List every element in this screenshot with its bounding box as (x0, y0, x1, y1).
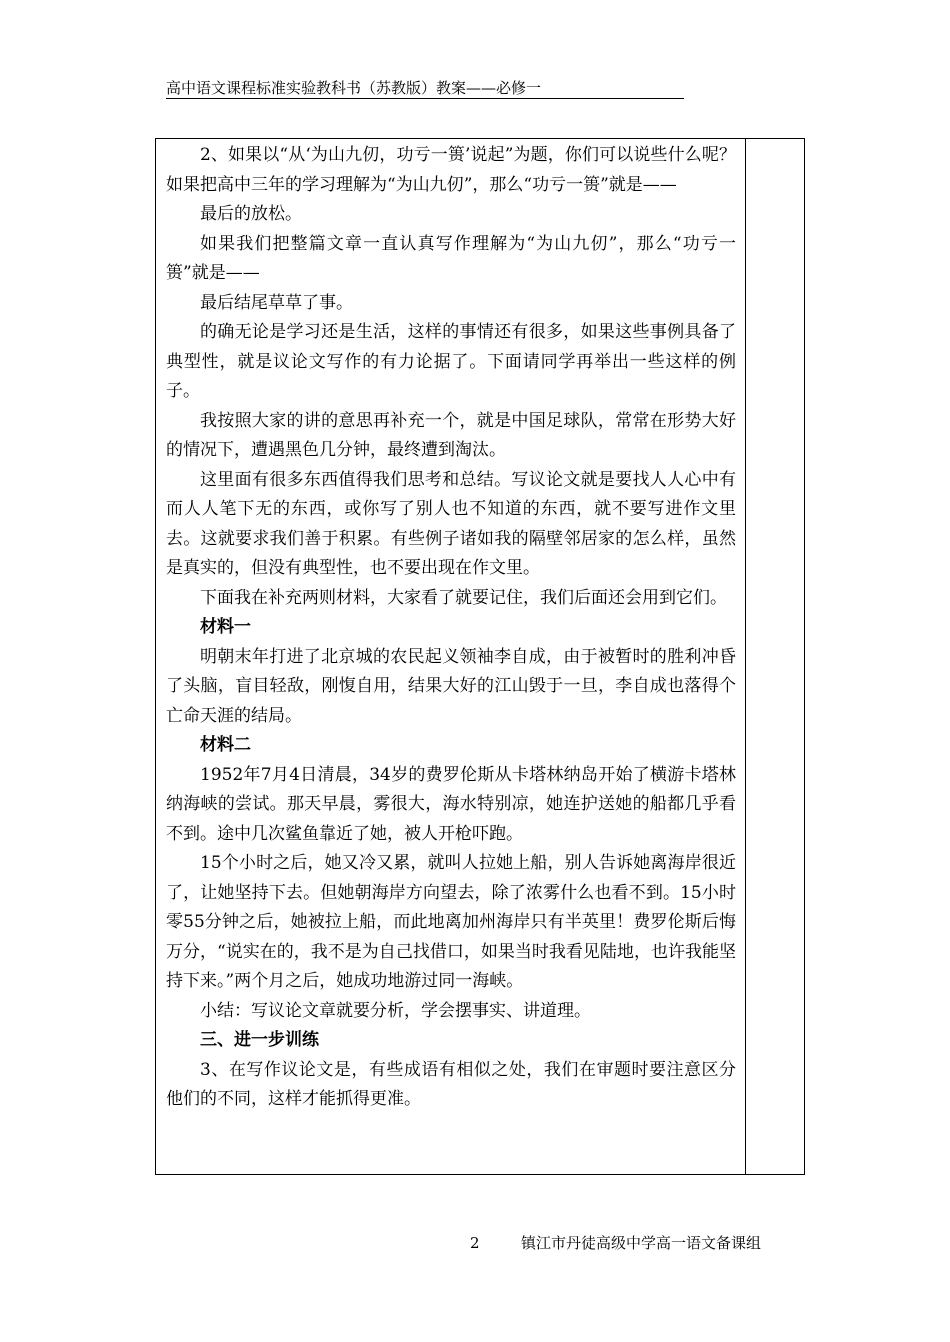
paragraph: 下面我在补充两则材料，大家看了就要记住，我们后面还会用到它们。 (200, 587, 727, 608)
footer-organization: 镇江市丹徒高级中学高一语文备课组 (521, 1234, 762, 1252)
paragraph: 我按照大家的讲的意思再补充一个，就是中国足球队，常常在形势大好的情况下，遭遇黑色几分钟，最终遭到淘汰。 (166, 410, 736, 460)
material-heading: 材料一 (200, 617, 251, 637)
paragraph: 2、如果以“从‘为山九仞，功亏一篑’说起”为题，你们可以说些什么呢？如果把高中三年的学习理解为“为山九仞”，那么“功亏一篑”就是—— (166, 145, 736, 195)
page-number: 2 (470, 1234, 480, 1252)
paragraph: 最后结尾草草了事。 (200, 292, 353, 313)
section-heading: 三、进一步训练 (200, 1030, 319, 1050)
material-heading: 材料二 (200, 735, 251, 755)
lesson-table (155, 138, 805, 1175)
paragraph: 如果我们把整篇文章一直认真写作理解为“为山九仞”，那么“功亏一篑”就是—— (166, 233, 736, 283)
running-header: 高中语文课程标准实验教科书（苏教版）教案——必修一 (166, 78, 684, 99)
paragraph: 明朝末年打进了北京城的农民起义领袖李自成，由于被暂时的胜利冲昏了头脑，盲目轻敌，刚愎自用，结果大好的江山毁于一旦，李自成也落得个亡命天涯的结局。 (166, 646, 736, 726)
paragraph: 3、在写作议论文是，有些成语有相似之处，我们在审题时要注意区分他们的不同，这样才能抓得更准。 (166, 1059, 736, 1109)
paragraph: 这里面有很多东西值得我们思考和总结。写议论文就是要找人人心中有而人人笔下无的东西，或你写了别人也不知道的东西，就不要写进作文里去。这就要求我们善于积累。有些例子诸如我的隔壁邻居家的怎么样，虽然是真实的，但没有典型性，也不要出现在作文里。 (166, 469, 736, 578)
notes-column-divider (745, 139, 746, 1174)
paragraph: 的确无论是学习还是生活，这样的事情还有很多，如果这些事例具备了典型性，就是议论文写作的有力论据了。下面请同学再举出一些这样的例子。 (166, 322, 736, 401)
paragraph: 1952年7月4日清晨，34岁的费罗伦斯从卡塔林纳岛开始了横游卡塔林纳海峡的尝试。那天早晨，雾很大，海水特别凉，她连护送她的船都几乎看不到。途中几次鲨鱼靠近了她，被人开枪吓跑。 (166, 764, 736, 844)
lesson-content (166, 141, 736, 1115)
paragraph: 15个小时之后，她又冷又累，就叫人拉她上船，别人告诉她离海岸很近了，让她坚持下去。但她朝海岸方向望去，除了浓雾什么也看不到。15小时零55分钟之后，她被拉上船，而此地离加州海岸只有半英里！费罗伦斯后悔万分，“说实在的，我不是为自己找借口，如果当时我看见陆地，也许我能坚持下来。”两个月之后，她成功地游过同一海峡。 (166, 853, 736, 991)
summary-paragraph: 小结：写议论文章就要分析，学会摆事实、讲道理。 (200, 1000, 591, 1021)
paragraph: 最后的放松。 (200, 204, 302, 224)
